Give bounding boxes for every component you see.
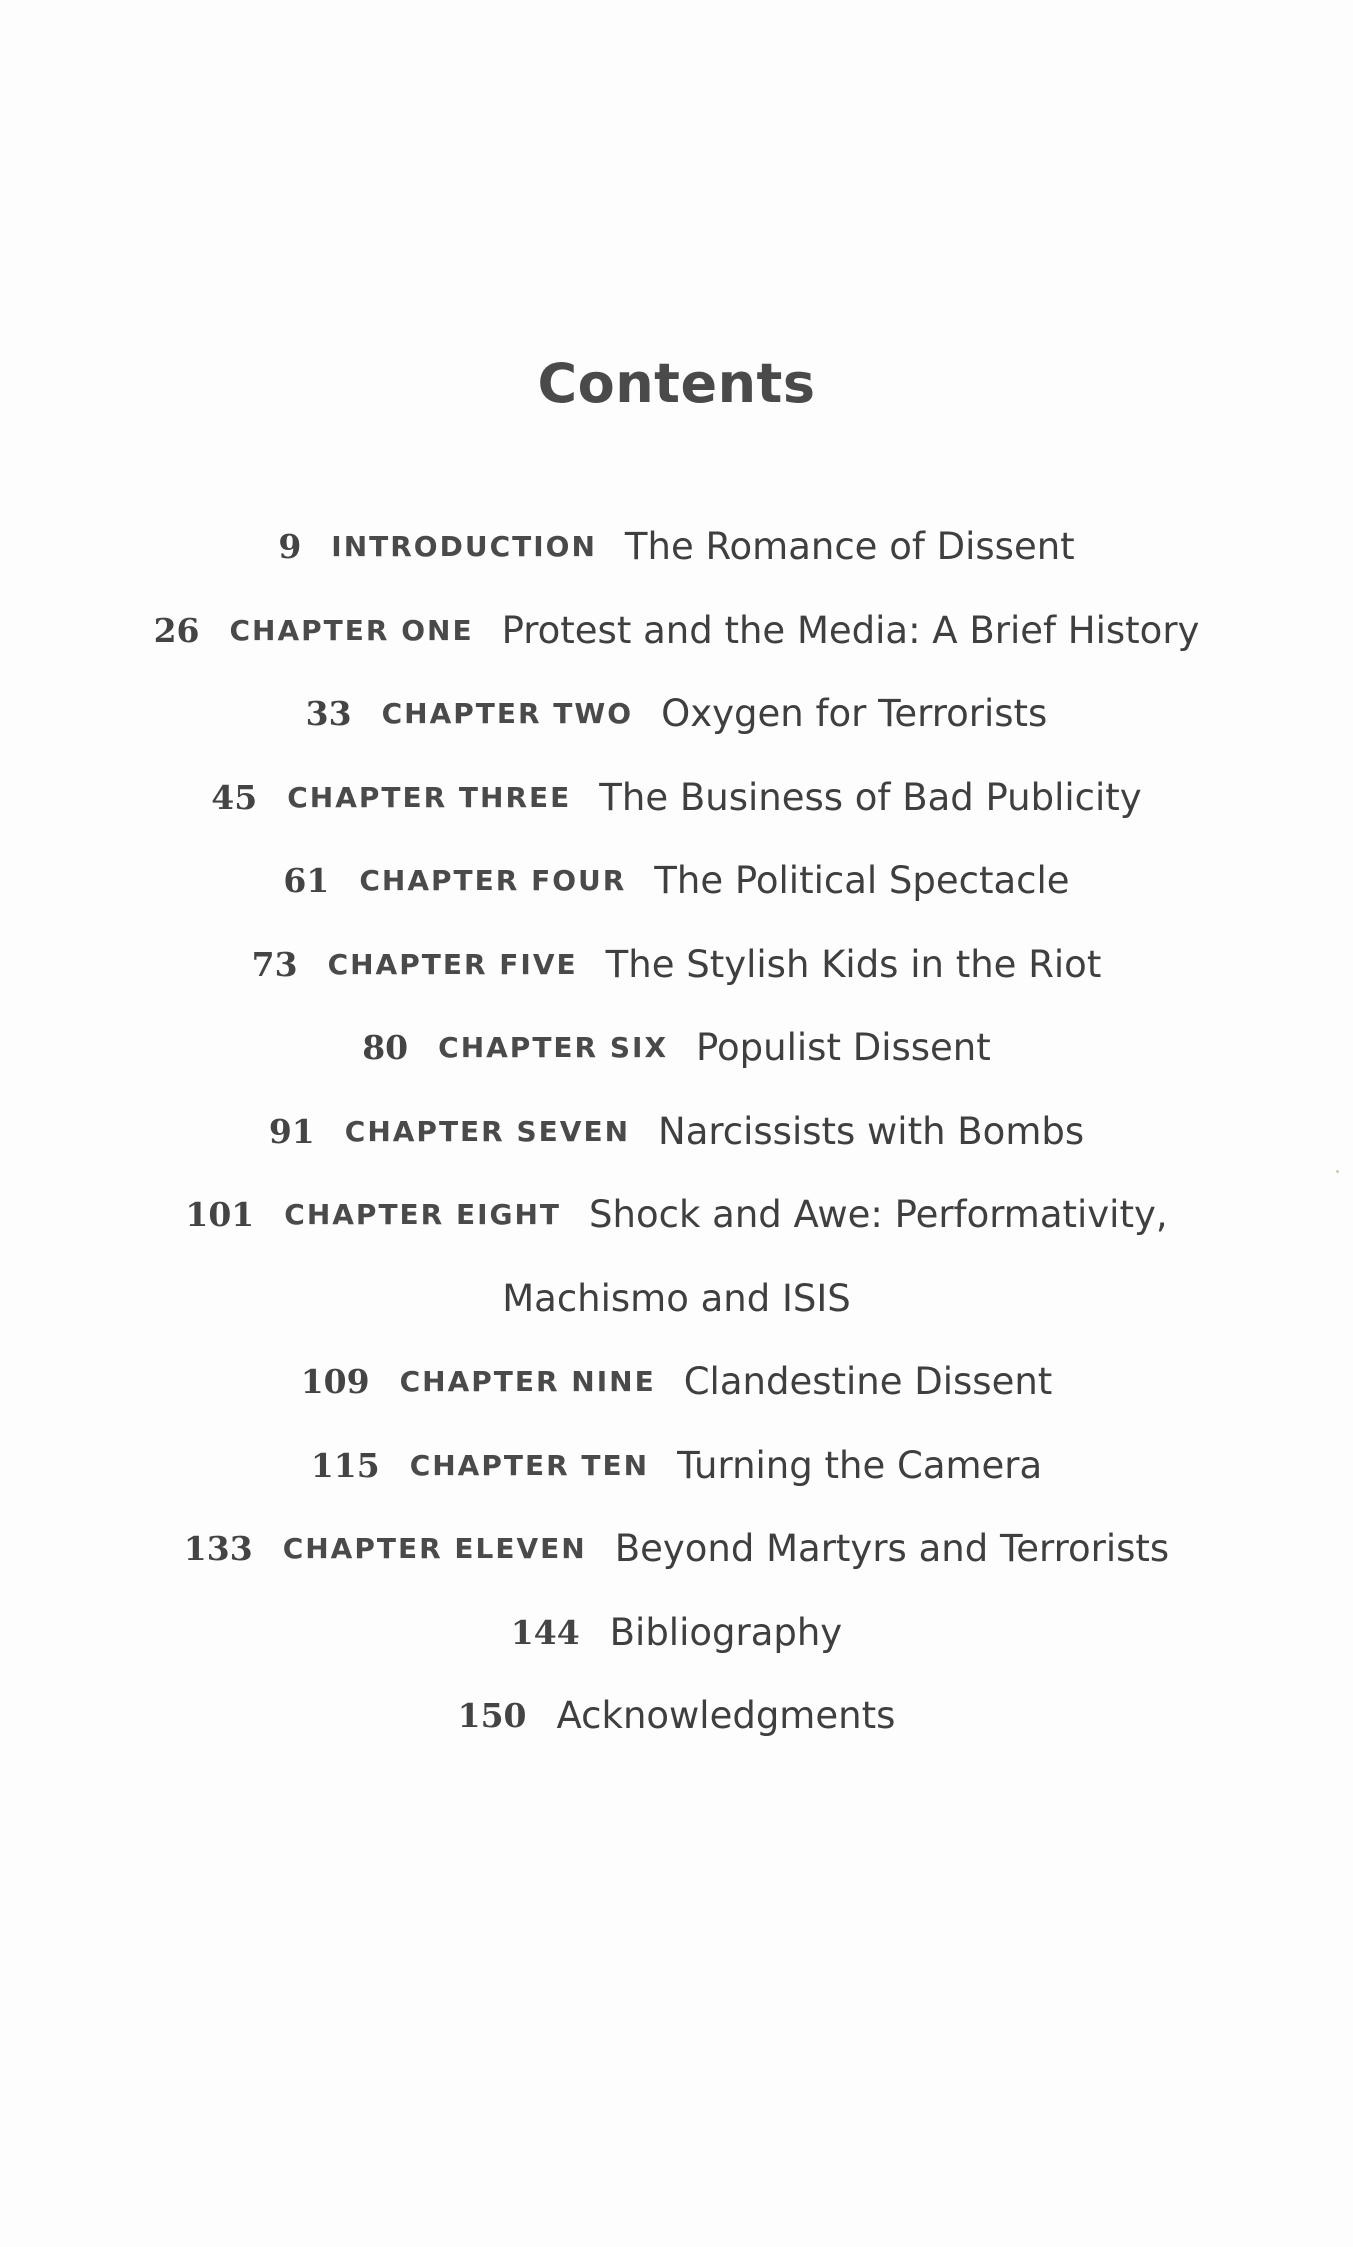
toc-entry-chapter-three — [0, 756, 1353, 840]
toc-list — [0, 505, 1353, 1758]
toc-chapter-title: Populist Dissent — [696, 1026, 991, 1070]
toc-page-number: 133 — [183, 1529, 253, 1569]
toc-chapter-title: Protest and the Media: A Brief History — [501, 608, 1200, 652]
toc-chapter-title: Beyond Martyrs and Terrorists — [614, 1527, 1170, 1571]
toc-chapter-label: CHAPTER FOUR — [359, 864, 627, 898]
toc-entry-chapter-eight-continued — [0, 1257, 1353, 1341]
toc-entry-chapter-eleven — [0, 1507, 1353, 1591]
toc-page-number: 109 — [300, 1362, 370, 1402]
toc-page-number: 26 — [153, 610, 200, 650]
toc-chapter-title: The Romance of Dissent — [624, 525, 1075, 569]
toc-page-number: 144 — [510, 1612, 580, 1652]
toc-page-number: 61 — [283, 861, 330, 901]
toc-chapter-label: CHAPTER TWO — [381, 697, 634, 731]
toc-entry-chapter-six — [0, 1006, 1353, 1090]
toc-page-number: 73 — [251, 944, 298, 984]
toc-entry-chapter-four — [0, 839, 1353, 923]
toc-entry-chapter-ten — [0, 1424, 1353, 1508]
toc-chapter-label: INTRODUCTION — [331, 530, 597, 564]
toc-chapter-title: Narcissists with Bombs — [658, 1109, 1085, 1153]
toc-page-number: 33 — [305, 694, 352, 734]
toc-chapter-title: Clandestine Dissent — [683, 1360, 1053, 1404]
toc-entry-acknowledgments — [0, 1674, 1353, 1758]
toc-chapter-label: CHAPTER EIGHT — [284, 1198, 562, 1232]
toc-chapter-label: CHAPTER NINE — [399, 1365, 656, 1399]
toc-page-number: 9 — [278, 527, 302, 567]
toc-chapter-label: CHAPTER ONE — [229, 613, 474, 647]
toc-chapter-title-continued: Machismo and ISIS — [502, 1276, 851, 1320]
toc-chapter-label: CHAPTER THREE — [287, 780, 572, 814]
toc-chapter-title: The Political Spectacle — [654, 859, 1070, 903]
toc-page-number: 80 — [362, 1028, 409, 1068]
toc-chapter-label: CHAPTER ELEVEN — [282, 1532, 587, 1566]
toc-entry-introduction — [0, 505, 1353, 589]
toc-entry-chapter-eight — [0, 1173, 1353, 1257]
toc-page-number: 115 — [310, 1445, 380, 1485]
toc-entry-chapter-nine — [0, 1340, 1353, 1424]
toc-chapter-title: Oxygen for Terrorists — [661, 692, 1048, 736]
toc-entry-chapter-seven — [0, 1090, 1353, 1174]
toc-chapter-label: CHAPTER SIX — [438, 1031, 669, 1065]
toc-section-title: Acknowledgments — [556, 1694, 896, 1738]
toc-chapter-label: CHAPTER SEVEN — [344, 1114, 631, 1148]
toc-page-number: 150 — [457, 1696, 527, 1736]
toc-page-number: 91 — [268, 1111, 315, 1151]
toc-chapter-title: Turning the Camera — [677, 1443, 1043, 1487]
toc-entry-bibliography — [0, 1591, 1353, 1675]
toc-entry-chapter-five — [0, 923, 1353, 1007]
toc-chapter-label: CHAPTER TEN — [409, 1448, 650, 1482]
toc-page-number: 45 — [211, 777, 258, 817]
toc-chapter-title: The Stylish Kids in the Riot — [605, 942, 1102, 986]
toc-chapter-title: The Business of Bad Publicity — [599, 775, 1142, 819]
toc-chapter-title: Shock and Awe: Performativity, — [589, 1193, 1168, 1237]
toc-section-title: Bibliography — [609, 1610, 843, 1654]
toc-chapter-label: CHAPTER FIVE — [327, 947, 578, 981]
paper-speck — [1336, 1170, 1339, 1173]
toc-entry-chapter-two — [0, 672, 1353, 756]
toc-entry-chapter-one — [0, 589, 1353, 673]
toc-page-number: 101 — [185, 1195, 255, 1235]
page-title: Contents — [537, 352, 816, 415]
